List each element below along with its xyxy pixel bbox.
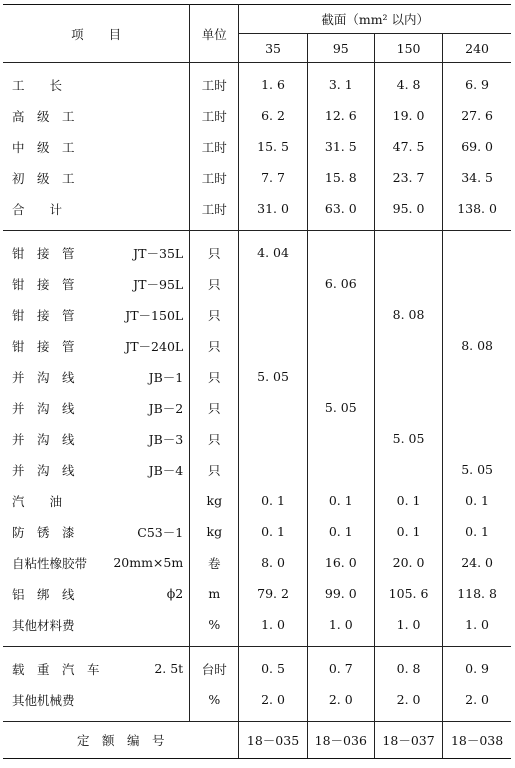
item-spec: JT－95L (133, 276, 184, 292)
value-cell (239, 330, 307, 361)
item-spec: JB－3 (148, 431, 184, 447)
item-name: 钳 接 管 (12, 338, 75, 354)
item-spec: JB－2 (148, 400, 184, 416)
value-cell: 0. 1 (239, 485, 307, 516)
labor-row (3, 193, 511, 224)
value-cell: 23. 7 (374, 162, 442, 193)
value-cell: 47. 5 (374, 131, 442, 162)
value-cell: 99. 0 (307, 578, 374, 609)
unit-cell: 只 (190, 330, 239, 361)
value-cell: 79. 2 (239, 578, 307, 609)
item-name: 工 长 (12, 77, 63, 93)
footer-section (3, 722, 511, 759)
item-spec: C53－1 (137, 524, 184, 540)
unit-cell: % (190, 684, 239, 715)
item-cell (3, 454, 190, 485)
item-name: 汽 油 (12, 493, 63, 509)
item-name: 并 沟 线 (12, 431, 75, 447)
item-cell (3, 392, 190, 423)
item-name: 初 级 工 (12, 170, 75, 186)
value-cell: 1. 0 (374, 609, 442, 640)
item-name: 钳 接 管 (12, 245, 75, 261)
value-cell: 19. 0 (374, 100, 442, 131)
value-cell: 5. 05 (307, 392, 374, 423)
value-cell (239, 268, 307, 299)
value-cell: 0. 1 (465, 493, 490, 508)
value-cell (443, 268, 511, 299)
item-cell (3, 547, 190, 578)
value-cell: 138. 0 (457, 201, 497, 216)
value-cell: 105. 6 (374, 578, 442, 609)
value-cell (443, 299, 511, 330)
value-cell: 12. 6 (307, 100, 374, 131)
material-row (3, 516, 511, 547)
material-row (3, 237, 511, 268)
footer-label: 定 额 编 号 (3, 722, 239, 759)
labor-row (3, 162, 511, 193)
value-cell (239, 299, 307, 330)
unit-cell: 工时 (190, 131, 239, 162)
value-cell: 24. 0 (461, 555, 493, 570)
footer-code: 18－035 (239, 722, 307, 759)
value-cell (307, 454, 374, 485)
item-name: 并 沟 线 (12, 369, 75, 385)
value-cell: 0. 1 (465, 524, 490, 539)
value-cell: 5. 05 (239, 361, 307, 392)
value-cell: 31. 5 (307, 131, 374, 162)
value-cell (443, 237, 511, 268)
value-cell: 0. 1 (374, 516, 442, 547)
item-name: 并 沟 线 (12, 400, 75, 416)
value-cell (374, 454, 442, 485)
value-cell: 8. 08 (374, 299, 442, 330)
value-cell (239, 454, 307, 485)
item-name: 防 锈 漆 (12, 524, 75, 540)
material-row (3, 485, 511, 516)
item-name: 并 沟 线 (12, 462, 75, 478)
value-cell (374, 268, 442, 299)
item-spec: JT－240L (125, 338, 184, 354)
unit-cell: 只 (190, 268, 239, 299)
value-cell: 0. 8 (374, 653, 442, 684)
item-cell (3, 193, 190, 224)
value-cell: 8. 08 (461, 338, 493, 353)
item-cell (3, 162, 190, 193)
value-cell: 2. 0 (239, 684, 307, 715)
unit-cell: kg (190, 485, 239, 516)
item-cell (3, 237, 190, 268)
value-cell: 34. 5 (461, 170, 493, 185)
item-name: 铝 绑 线 (12, 586, 75, 602)
value-cell: 69. 0 (461, 139, 493, 154)
unit-cell: 只 (190, 299, 239, 330)
value-cell: 2. 0 (465, 692, 490, 707)
value-cell (307, 330, 374, 361)
labor-row (3, 131, 511, 162)
item-cell (3, 485, 190, 516)
value-cell: 15. 5 (239, 131, 307, 162)
material-row (3, 547, 511, 578)
machinery-row (3, 653, 511, 684)
material-section (3, 231, 511, 647)
footer-row (3, 722, 511, 759)
value-cell: 31. 0 (239, 193, 307, 224)
unit-cell: 只 (190, 237, 239, 268)
value-cell (443, 392, 511, 423)
value-cell: 3. 1 (307, 69, 374, 100)
material-row (3, 299, 511, 330)
value-cell: 0. 5 (239, 653, 307, 684)
item-cell (3, 423, 190, 454)
item-cell (3, 330, 190, 361)
value-cell (307, 299, 374, 330)
quota-table-container (3, 4, 511, 759)
value-cell (307, 361, 374, 392)
item-name: 合 计 (12, 201, 63, 217)
material-row (3, 609, 511, 640)
value-cell (239, 392, 307, 423)
value-cell: 0. 1 (307, 516, 374, 547)
value-cell: 0. 1 (374, 485, 442, 516)
header-col-95: 95 (307, 34, 374, 63)
value-cell: 20. 0 (374, 547, 442, 578)
machinery-section (3, 647, 511, 722)
unit-cell: 工时 (190, 162, 239, 193)
value-cell: 5. 05 (461, 462, 493, 477)
value-cell: 0. 1 (239, 516, 307, 547)
item-spec: JB－1 (148, 369, 184, 385)
unit-cell: 工时 (190, 69, 239, 100)
unit-cell: m (190, 578, 239, 609)
value-cell: 16. 0 (307, 547, 374, 578)
item-spec: 2. 5t (154, 661, 184, 676)
item-cell (3, 578, 190, 609)
value-cell: 95. 0 (374, 193, 442, 224)
item-cell (3, 684, 190, 715)
value-cell: 5. 05 (374, 423, 442, 454)
item-name: 自粘性橡胶带 (12, 555, 88, 571)
value-cell: 0. 9 (465, 661, 490, 676)
item-cell (3, 268, 190, 299)
header-section: 截面（mm² 以内） (239, 5, 511, 34)
item-spec: ϕ2 (166, 586, 184, 601)
item-cell (3, 516, 190, 547)
item-name: 其他材料费 (12, 617, 75, 633)
item-cell (3, 299, 190, 330)
value-cell (307, 237, 374, 268)
material-row (3, 361, 511, 392)
item-spec: JT－150L (125, 307, 184, 323)
item-name: 钳 接 管 (12, 276, 75, 292)
item-name: 钳 接 管 (12, 307, 75, 323)
header-row-1 (3, 5, 511, 34)
item-spec: 20mm×5m (113, 555, 184, 570)
item-name: 高 级 工 (12, 108, 75, 124)
material-row (3, 454, 511, 485)
item-name: 其他机械费 (12, 692, 75, 708)
item-name: 载 重 汽 车 (12, 661, 100, 677)
value-cell: 6. 06 (307, 268, 374, 299)
value-cell: 4. 8 (374, 69, 442, 100)
value-cell: 1. 0 (239, 609, 307, 640)
item-cell (3, 69, 190, 100)
material-row (3, 330, 511, 361)
item-spec: JB－4 (148, 462, 184, 478)
value-cell: 7. 7 (239, 162, 307, 193)
value-cell (443, 423, 511, 454)
value-cell: 1. 6 (239, 69, 307, 100)
value-cell: 1. 0 (465, 617, 490, 632)
unit-cell: 卷 (190, 547, 239, 578)
value-cell (443, 361, 511, 392)
unit-cell: 工时 (190, 100, 239, 131)
header-unit: 单位 (190, 5, 239, 63)
footer-code: 18－038 (443, 722, 511, 759)
item-cell (3, 609, 190, 640)
value-cell: 6. 2 (239, 100, 307, 131)
value-cell (239, 423, 307, 454)
item-cell (3, 100, 190, 131)
unit-cell: 只 (190, 423, 239, 454)
material-row (3, 578, 511, 609)
value-cell: 8. 0 (239, 547, 307, 578)
value-cell (374, 237, 442, 268)
material-row (3, 268, 511, 299)
header-col-150: 150 (374, 34, 442, 63)
item-cell (3, 131, 190, 162)
machinery-row (3, 684, 511, 715)
item-cell (3, 361, 190, 392)
labor-section (3, 63, 511, 231)
value-cell (374, 330, 442, 361)
value-cell: 2. 0 (307, 684, 374, 715)
labor-row (3, 69, 511, 100)
item-cell (3, 653, 190, 684)
header-col-240: 240 (443, 34, 511, 63)
value-cell: 1. 0 (307, 609, 374, 640)
footer-code: 18－037 (374, 722, 442, 759)
value-cell: 4. 04 (239, 237, 307, 268)
value-cell: 0. 1 (307, 485, 374, 516)
unit-cell: 工时 (190, 193, 239, 224)
value-cell (307, 423, 374, 454)
value-cell: 63. 0 (307, 193, 374, 224)
item-name: 中 级 工 (12, 139, 75, 155)
material-row (3, 392, 511, 423)
value-cell (374, 361, 442, 392)
header-item: 项 目 (3, 5, 190, 63)
header-col-35: 35 (239, 34, 307, 63)
value-cell: 0. 7 (307, 653, 374, 684)
value-cell: 6. 9 (465, 77, 490, 92)
unit-cell: 只 (190, 454, 239, 485)
value-cell: 118. 8 (457, 586, 497, 601)
value-cell: 2. 0 (374, 684, 442, 715)
material-row (3, 423, 511, 454)
unit-cell: 只 (190, 392, 239, 423)
value-cell: 27. 6 (461, 108, 493, 123)
value-cell (374, 392, 442, 423)
unit-cell: % (190, 609, 239, 640)
labor-row (3, 100, 511, 131)
value-cell: 15. 8 (307, 162, 374, 193)
item-spec: JT－35L (133, 245, 184, 261)
unit-cell: kg (190, 516, 239, 547)
unit-cell: 只 (190, 361, 239, 392)
footer-code: 18－036 (307, 722, 374, 759)
quota-table (3, 4, 511, 759)
unit-cell: 台时 (190, 653, 239, 684)
